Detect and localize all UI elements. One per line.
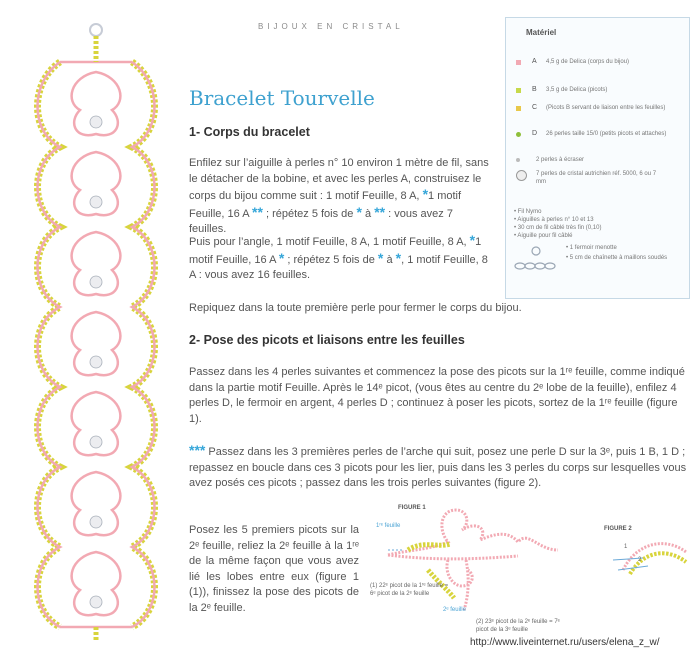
star-marker: * <box>278 249 285 266</box>
figure1-leaf1-label: 1ʳᵉ feuille <box>376 523 401 529</box>
p2-part-e: , 1 motif Feuille, 8 A : vous avez 16 feuilles. <box>189 253 488 281</box>
material-letter: A <box>532 58 537 65</box>
bracelet-illustration <box>20 22 172 647</box>
figure1-note2: (2) 23ᵉ picot de la 2ᵉ feuille = 7ᵉ picot de la 3ᵉ feuille <box>476 619 560 633</box>
figure2-label: FIGURE 2 <box>604 526 632 532</box>
bracelet-clasp-top <box>90 24 102 36</box>
section1-paragraph2 <box>189 233 489 284</box>
clasp-chain-icon <box>514 246 562 274</box>
star-marker: * <box>377 249 384 266</box>
clasp-item: • 5 cm de chaînette à maillons soudés <box>566 255 668 261</box>
material-letter: C <box>532 104 538 111</box>
p1-part-d: à <box>365 207 372 220</box>
material-letter: B <box>532 86 537 93</box>
material-text: 2 perles à écraser <box>536 157 585 163</box>
section2-paragraph1: Passez dans les 4 perles suivantes et commencez la pose des picots sur la 1ʳᵉ feuille, comme indiqué dans la partie motif Feuille. Après le 14ᵉ picot, (vous êtes au centre du 2ᵉ lobe de la feuille), enfilez 4 perles D, le fermoir en argent, 4 perles D ; continuez à poser les picots, sortez de la 1ʳᵉ feuille (figure 1). <box>189 366 685 425</box>
tool-item: • 30 cm de fil câblé très fin (0,10) <box>514 225 602 231</box>
tool-item: • Aiguilles à perles n° 10 et 13 <box>514 217 594 223</box>
materials-box <box>505 17 690 299</box>
p2-part-d: à <box>386 253 393 266</box>
p1-part-c: ; répétez 5 fois de <box>265 207 354 220</box>
star-marker: * <box>422 186 429 202</box>
material-text: 3,5 g de Delica (picots) <box>546 87 608 93</box>
p2-part-c: ; répétez 5 fois de <box>287 253 375 266</box>
swatch-icon <box>516 132 521 137</box>
material-text: 7 perles de cristal autrichien réf. 5000, 6 ou 7 mm <box>536 171 657 185</box>
p1-part-b: 1 motif Feuille, 16 A <box>189 190 462 220</box>
swatch-icon <box>516 88 521 93</box>
p2-part-b: 1 motif Feuille, 16 A <box>189 236 482 266</box>
crystal-bead-icon <box>516 170 527 181</box>
crimp-bead-icon <box>516 158 520 162</box>
figure2-number2: 2 <box>638 557 642 563</box>
material-text: 26 perles taille 15/0 (petits picots et attaches) <box>546 131 667 137</box>
star-marker: *** <box>189 442 206 458</box>
figure1-leaf2-label: 2ᵉ feuille <box>443 607 466 613</box>
swatch-icon <box>516 106 521 111</box>
star-marker: * <box>469 232 476 248</box>
source-watermark: http://www.liveinternet.ru/users/elena_z_w/ <box>470 637 660 648</box>
tool-item: • Aiguille pour fil câblé <box>514 233 573 239</box>
star-marker: ** <box>374 203 386 220</box>
material-text: (Picots B servant de liaison entre les feuilles) <box>546 105 666 111</box>
section1-paragraph1 <box>189 156 489 238</box>
swatch-icon <box>516 60 521 65</box>
p1-part-a: Enfilez sur l’aiguille à perles n° 10 environ 1 mètre de fil, sans le détacher de la bobine, et avec les perles A, construisez le corps du bijou comme suit : 1 motif Feuille, 8 A, <box>189 157 489 202</box>
s2-p2-text: Passez dans les 3 premières perles de l’arche qui suit, posez une perle D sur la 3ᵉ, puis 1 B, 1 D ; repassez en boucle dans ces 3 picots pour les lier, puis dans les 3 perles du corps sur lesquelles vous avez posés ces picots ; passez dans les trois perles suivantes (figure 2). <box>189 446 687 489</box>
materials-title: Matériel <box>526 28 557 37</box>
star-marker: ** <box>252 203 263 220</box>
page-title: Bracelet Tourvelle <box>189 86 375 110</box>
figure1-note: (1) 22ᵉ picot de la 1ʳᵉ feuille = 6ᵉ picot de la 2ᵉ feuille <box>370 583 449 597</box>
bracelet-leaves <box>72 72 121 615</box>
section2-paragraph3: Posez les 5 premiers picots sur la 2ᵉ feuille, reliez la 2ᵉ feuille à la 1ʳᵉ de la même façon que vous avez lié les lobes entre eux (figure 1 (1)), finissez la pose des picots de la 2ᵉ feuille. <box>189 524 359 614</box>
star-marker: * <box>356 203 362 220</box>
section2-paragraph2 <box>189 443 687 492</box>
section1-heading: 1- Corps du bracelet <box>189 125 310 139</box>
star-marker: * <box>395 249 402 266</box>
p1-part-e: : vous avez 7 feuilles. <box>189 207 453 235</box>
section2-heading: 2- Pose des picots et liaisons entre les feuilles <box>189 333 465 347</box>
material-text: 4,5 g de Delica (corps du bijou) <box>546 59 630 65</box>
figure-diagrams <box>368 490 688 640</box>
figure1-label: FIGURE 1 <box>398 505 426 511</box>
material-letter: D <box>532 130 538 137</box>
clasp-item: • 1 fermoir menotte <box>566 245 617 251</box>
tools-list <box>514 208 601 240</box>
p2-part-a: Puis pour l’angle, 1 motif Feuille, 8 A, 1 motif Feuille, 8 A, <box>189 236 467 248</box>
figure2-number1: 1 <box>624 544 628 550</box>
tool-item: • Fil Nymo <box>514 209 542 215</box>
section1-paragraph3: Repiquez dans la toute première perle pour fermer le corps du bijou. <box>189 302 522 314</box>
running-header: BIJOUX EN CRISTAL <box>258 22 404 31</box>
